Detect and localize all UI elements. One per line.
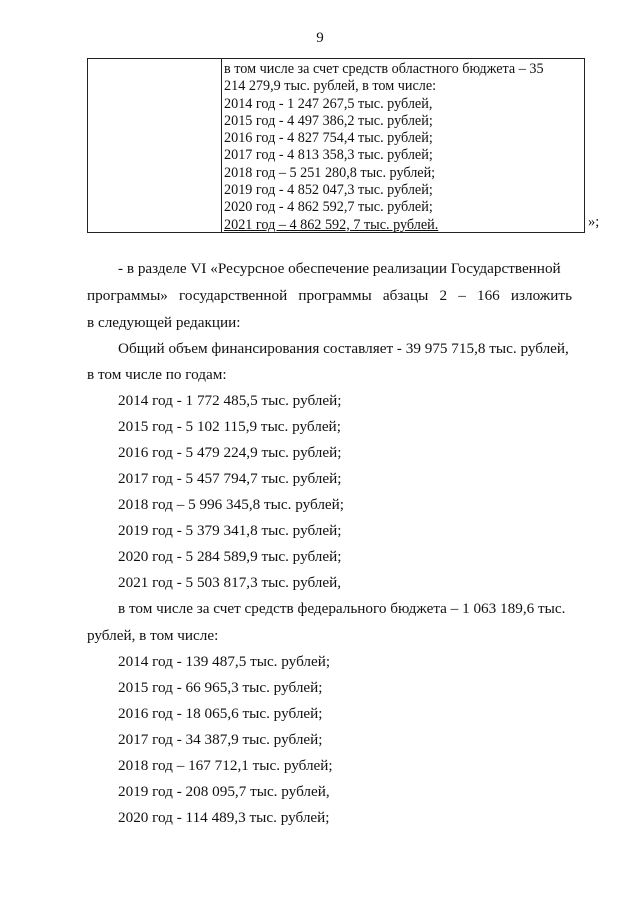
- year-total-line: 2020 год - 5 284 589,9 тыс. рублей;: [118, 548, 342, 565]
- year-federal-line: 2015 год - 66 965,3 тыс. рублей;: [118, 679, 323, 696]
- section-intro-line: - в разделе VI «Ресурсное обеспечение реализации Государственной: [118, 260, 561, 277]
- table-line: 2021 год – 4 862 592, 7 тыс. рублей.: [224, 216, 439, 233]
- year-total-line: 2018 год – 5 996 345,8 тыс. рублей;: [118, 496, 345, 513]
- federal-line: в том числе за счет средств федерального бюджета – 1 063 189,6 тыс.: [118, 600, 566, 617]
- year-total-line: 2021 год - 5 503 817,3 тыс. рублей,: [118, 574, 342, 591]
- year-total-line: 2019 год - 5 379 341,8 тыс. рублей;: [118, 522, 342, 539]
- table-line: 2019 год - 4 852 047,3 тыс. рублей;: [224, 182, 433, 199]
- table-line: 214 279,9 тыс. рублей, в том числе:: [224, 78, 437, 95]
- funding-table: [87, 58, 585, 233]
- table-line: в том числе за счет средств областного бюджета – 35: [224, 61, 544, 77]
- table-empty-cell: [88, 59, 222, 232]
- year-federal-line: 2018 год – 167 712,1 тыс. рублей;: [118, 757, 333, 774]
- table-line: 2018 год – 5 251 280,8 тыс. рублей;: [224, 164, 436, 181]
- year-federal-line: 2014 год - 139 487,5 тыс. рублей;: [118, 653, 331, 670]
- table-line: 2016 год - 4 827 754,4 тыс. рублей;: [224, 130, 433, 147]
- year-federal-line: 2017 год - 34 387,9 тыс. рублей;: [118, 731, 323, 748]
- section-intro-line: программы» государственной программы абзацы 2 – 166 изложить: [87, 287, 572, 304]
- total-line: в том числе по годам:: [87, 366, 227, 383]
- year-total-line: 2015 год - 5 102 115,9 тыс. рублей;: [118, 418, 341, 435]
- total-line: Общий объем финансирования составляет - 39 975 715,8 тыс. рублей,: [118, 340, 569, 357]
- table-text-cell: [224, 61, 582, 234]
- year-federal-line: 2016 год - 18 065,6 тыс. рублей;: [118, 705, 323, 722]
- year-federal-line: 2019 год - 208 095,7 тыс. рублей,: [118, 783, 330, 800]
- year-federal-line: 2020 год - 114 489,3 тыс. рублей;: [118, 809, 330, 826]
- federal-line: рублей, в том числе:: [87, 627, 219, 644]
- page-number: 9: [316, 30, 324, 46]
- table-line: 2014 год - 1 247 267,5 тыс. рублей,: [224, 95, 433, 112]
- year-total-line: 2014 год - 1 772 485,5 тыс. рублей;: [118, 392, 342, 409]
- table-line: 2017 год - 4 813 358,3 тыс. рублей;: [224, 147, 433, 164]
- closing-quote: »;: [588, 214, 600, 230]
- section-intro-line: в следующей редакции:: [87, 314, 241, 331]
- table-line: 2015 год - 4 497 386,2 тыс. рублей;: [224, 112, 433, 129]
- year-total-line: 2017 год - 5 457 794,7 тыс. рублей;: [118, 470, 342, 487]
- table-line: 2020 год - 4 862 592,7 тыс. рублей;: [224, 199, 433, 216]
- year-total-line: 2016 год - 5 479 224,9 тыс. рублей;: [118, 444, 342, 461]
